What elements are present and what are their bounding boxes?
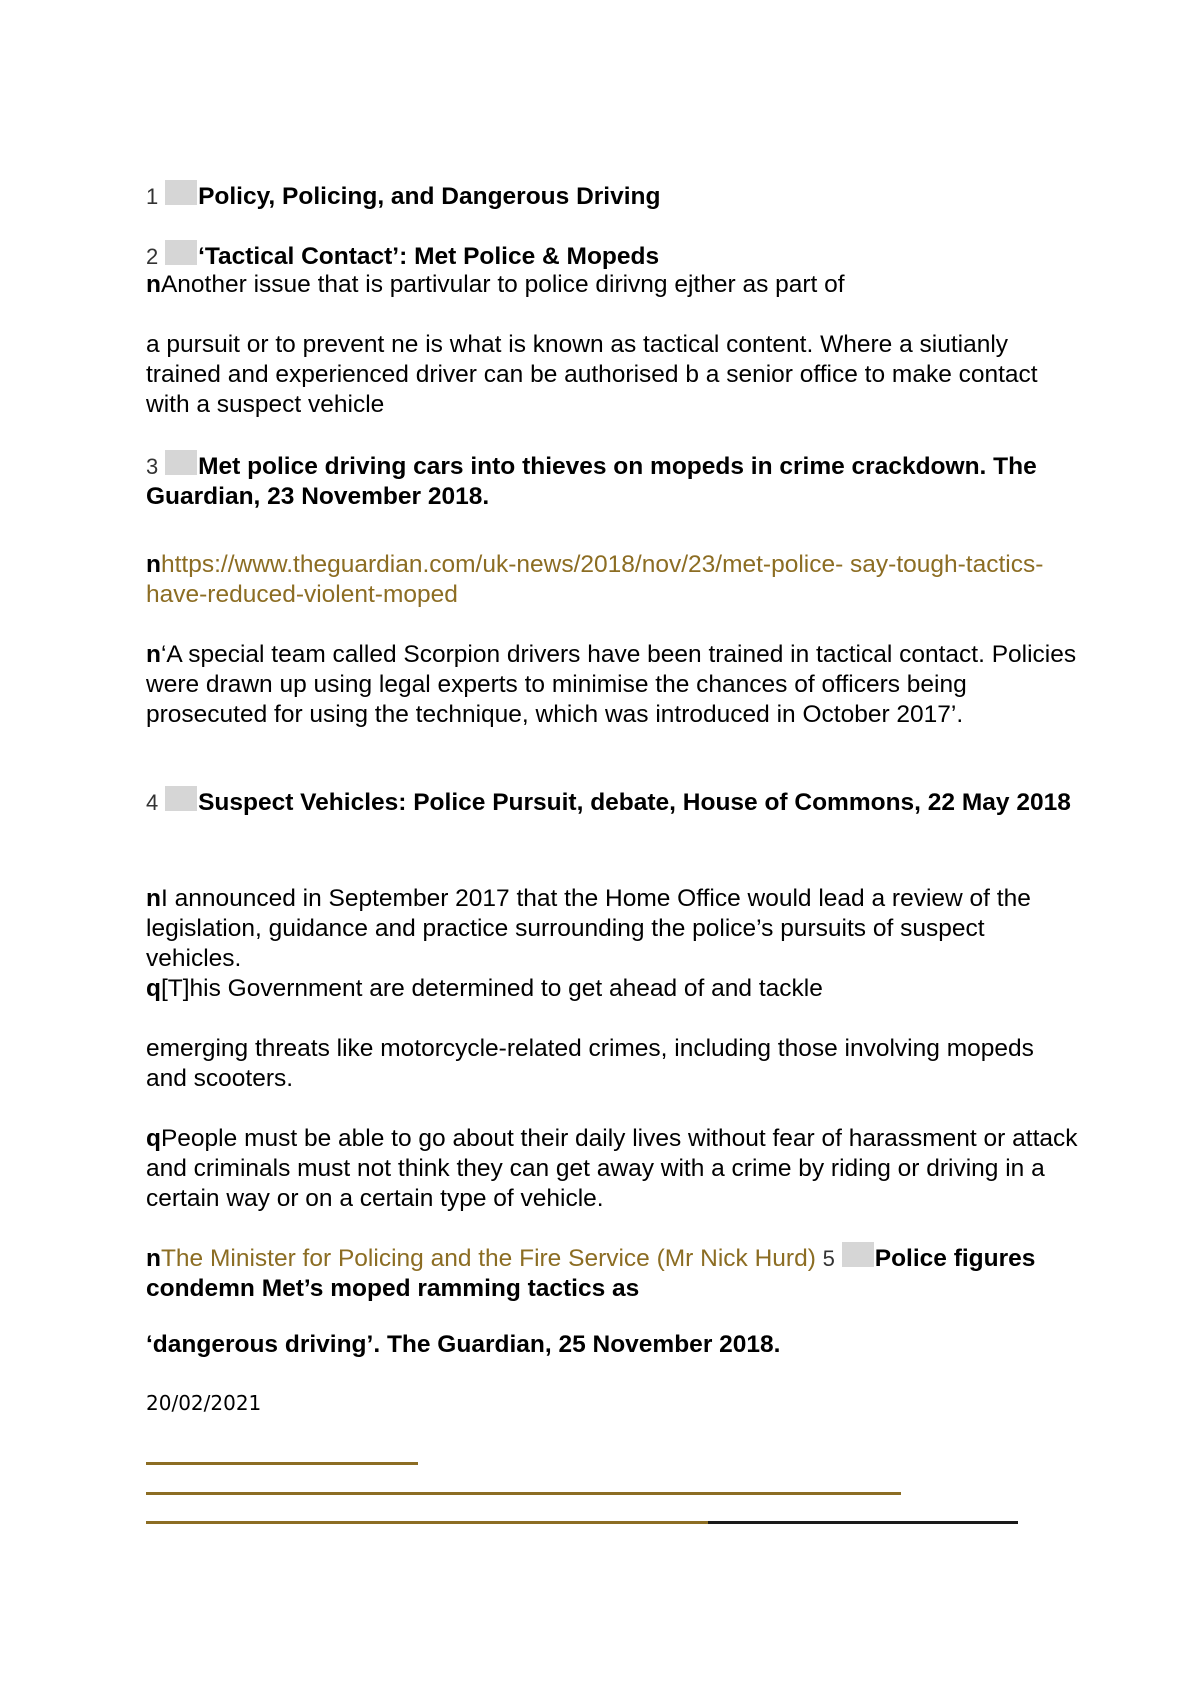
bullet-glyph: n [146, 641, 161, 668]
heading-1-text: Policy, Policing, and Dangerous Driving [198, 183, 661, 210]
heading-3 [146, 450, 1076, 512]
paragraph-1-line1 [146, 270, 1086, 300]
bullet-glyph: n [146, 551, 161, 578]
rule-long-dark [708, 1521, 1018, 1524]
heading-5-line2: ‘dangerous driving’. The Guardian, 25 November 2018. [146, 1331, 781, 1358]
heading-2-text: ‘Tactical Contact’: Met Police & Mopeds [198, 243, 660, 270]
bullet-glyph: n [146, 1245, 161, 1272]
bullet-glyph: q [146, 975, 161, 1002]
heading-4 [146, 786, 1076, 818]
footnote-number: 3 [146, 454, 159, 479]
bullet-glyph: q [146, 1125, 161, 1152]
bullet-glyph: n [146, 271, 161, 298]
bullet-glyph: n [146, 885, 161, 912]
footnote-number: 1 [146, 184, 159, 209]
minister-link[interactable]: The Minister for Policing and the Fire Service (Mr Nick Hurd) [160, 1245, 816, 1272]
footnote-number: 5 [822, 1246, 835, 1271]
paragraph-4 [146, 1124, 1086, 1214]
placeholder-image [165, 786, 197, 811]
rule-medium [146, 1492, 901, 1495]
paragraph-2 [146, 884, 1086, 974]
quote-text: ‘A special team called Scorpion drivers have been trained in tactical contact. Policies were drawn up using legal experts to minimise the chances of officers being prosecuted for using the technique, which was introduced in October 2017’. [146, 641, 1077, 728]
heading-2 [146, 240, 659, 272]
heading-1 [146, 180, 660, 212]
quote-paragraph [146, 640, 1086, 730]
heading-5-text: Police figures condemn Met’s moped ramming tactics as [146, 1245, 1036, 1302]
rule-long-accent [146, 1521, 708, 1524]
placeholder-image [165, 240, 197, 265]
placeholder-image [165, 450, 197, 475]
footnote-number: 4 [146, 790, 159, 815]
document-date: 20/02/2021 [146, 1391, 262, 1415]
heading-4-text: Suspect Vehicles: Police Pursuit, debate, House of Commons, 22 May 2018 [198, 789, 1071, 816]
footnote-number: 2 [146, 244, 159, 269]
paragraph-2-text: I announced in September 2017 that the Home Office would lead a review of the legislation, guidance and practice surrounding the police’s pursuits of suspect vehicles. [146, 885, 1031, 972]
paragraph-3-line1 [146, 974, 1086, 1004]
guardian-link[interactable]: https://www.theguardian.com/uk-news/2018/nov/23/met-police- say-tough-tactics-have-reduced-violent-moped [146, 551, 1044, 608]
placeholder-image [165, 180, 197, 205]
placeholder-image [842, 1242, 874, 1267]
heading-3-text: Met police driving cars into thieves on mopeds in crime crackdown. The Guardian, 23 November 2018. [146, 453, 1037, 510]
paragraph-4-text: People must be able to go about their daily lives without fear of harassment or attack and criminals must not think they can get away with a crime by riding or driving in a certain way or on a certain type of vehicle. [146, 1125, 1078, 1212]
link-paragraph [146, 550, 1066, 610]
rule-short [146, 1462, 418, 1465]
paragraph-3-text: [T]his Government are determined to get ahead of and tackle [160, 975, 823, 1002]
paragraph-1-text: Another issue that is partivular to police dirivng ejther as part of [160, 271, 845, 298]
paragraph-3-rest: emerging threats like motorcycle-related crimes, including those involving mopeds and scooters. [146, 1035, 1034, 1092]
minister-and-heading-5 [146, 1242, 1066, 1304]
paragraph-1-rest: a pursuit or to prevent ne is what is known as tactical content. Where a siutianly trained and experienced driver can be authorised b a senior office to make contact with a suspect vehicle [146, 331, 1038, 418]
